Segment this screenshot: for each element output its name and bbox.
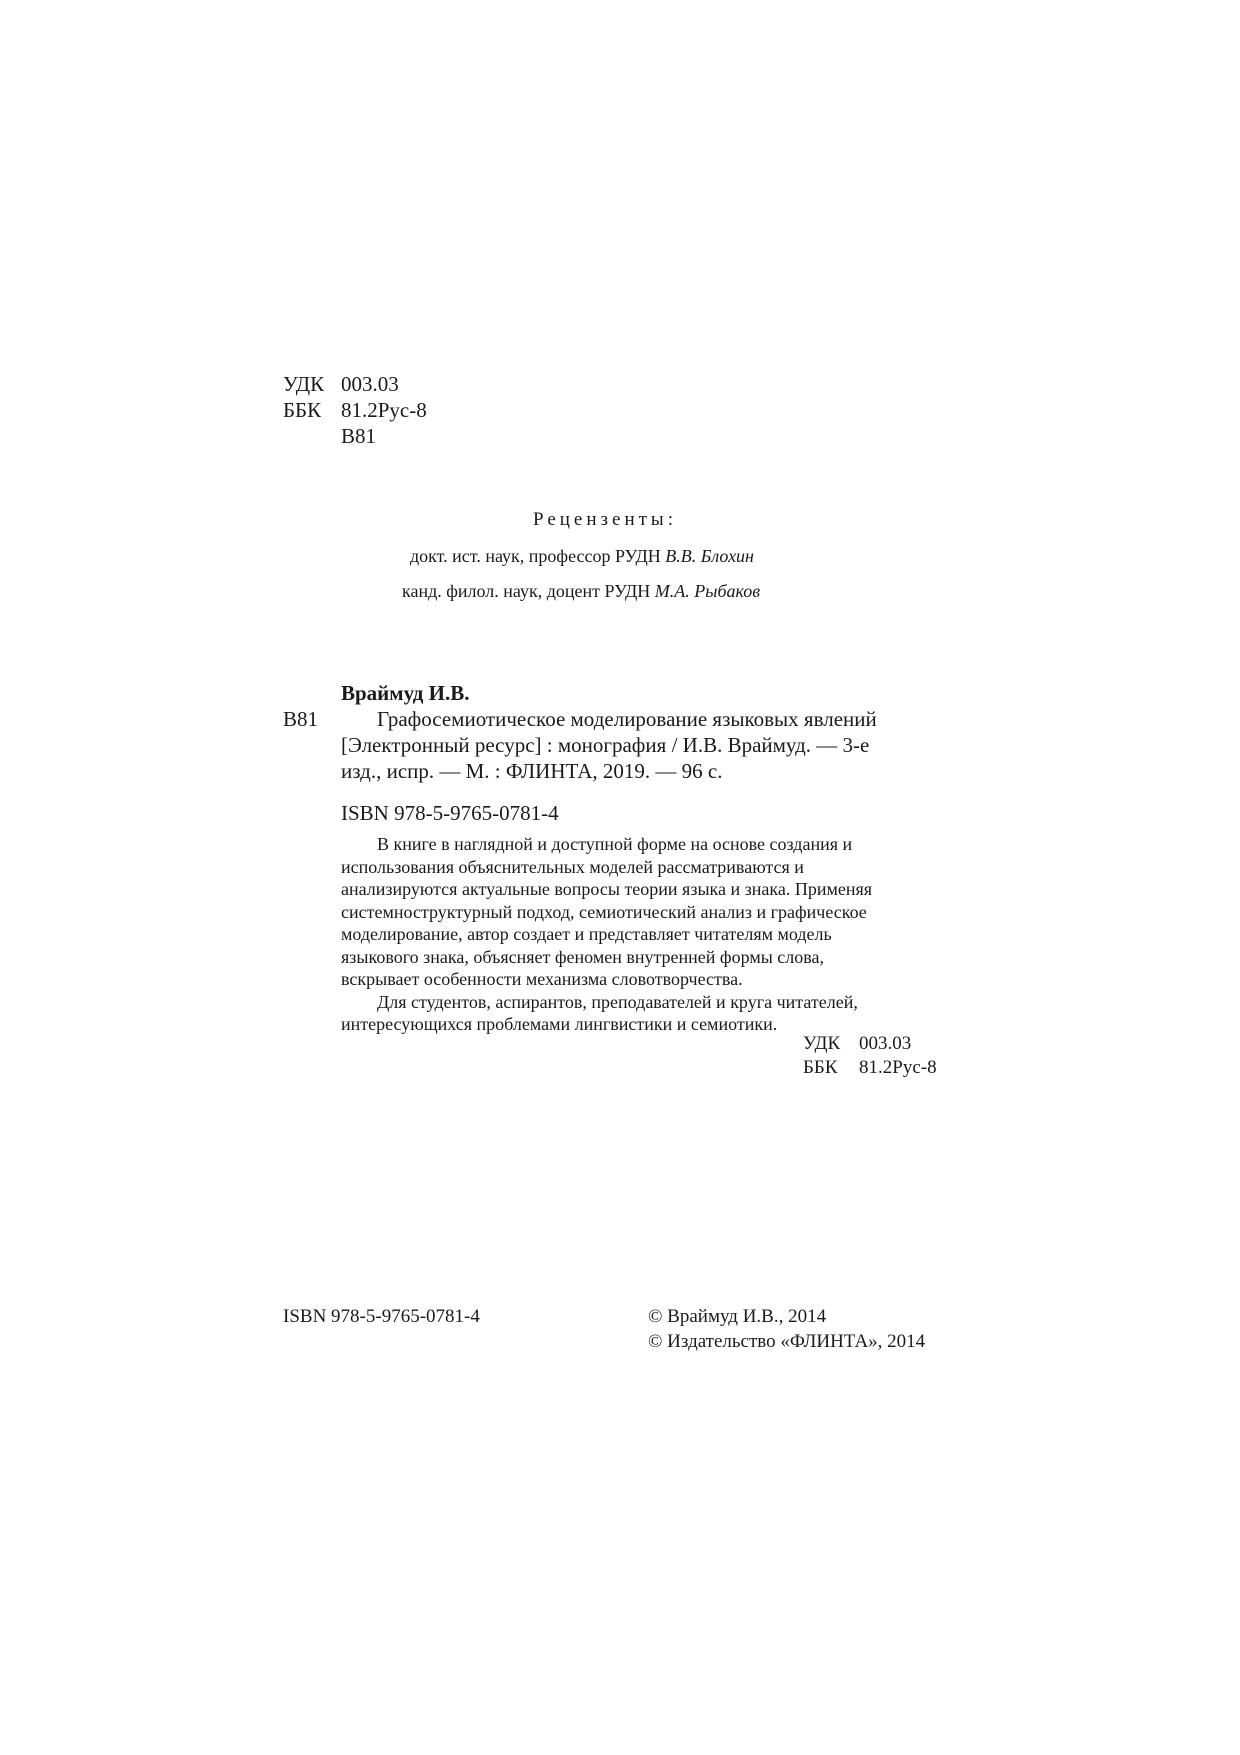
copyright-author: © Враймуд И.В., 2014 xyxy=(648,1306,827,1327)
abstract-line: вскрывает особенности механизма словотворчества. xyxy=(341,969,743,989)
abstract-line: языкового знака, объясняет феномен внутренней формы слова, xyxy=(341,946,825,967)
author-mark-entry: В81 xyxy=(283,707,319,731)
udk-line-top xyxy=(283,371,399,397)
bbk-label-bottom: ББК xyxy=(803,1057,838,1078)
isbn-entry: ISBN 978-5-9765-0781-4 xyxy=(341,801,559,825)
book-title-line-3: изд., испр. — М. : ФЛИНТА, 2019. — 96 с. xyxy=(341,759,723,783)
reviewer-2 xyxy=(402,580,760,603)
audience-line: интересующихся проблемами лингвистики и семиотики. xyxy=(341,1014,778,1034)
abstract-line: В книге в наглядной и доступной форме на основе создания и xyxy=(377,834,853,854)
udk-value: 003.03 xyxy=(341,372,399,396)
abstract-line: системноструктурный подход, семиотический анализ и графическое xyxy=(341,901,867,922)
bbk-label: ББК xyxy=(283,398,322,422)
bbk-value-bottom: 81.2Рус-8 xyxy=(859,1057,937,1078)
bbk-value: 81.2Рус-8 xyxy=(341,398,427,422)
reviewer-1 xyxy=(410,545,754,568)
copyright-publisher: © Издательство «ФЛИНТА», 2014 xyxy=(648,1331,926,1352)
audience-line: Для студентов, аспирантов, преподавателей и круга читателей, xyxy=(377,991,858,1012)
reviewer-1-prefix: докт. ист. наук, профессор РУДН xyxy=(410,546,661,566)
udk-label-bottom: УДК xyxy=(803,1033,841,1054)
book-title-line-1: Графосемиотическое моделирование языковых явлений xyxy=(377,707,877,731)
udk-value-bottom: 003.03 xyxy=(859,1033,912,1054)
bbk-line-top xyxy=(283,397,427,423)
abstract-line: использования объяснительных моделей рассматриваются и xyxy=(341,856,804,877)
abstract xyxy=(341,833,872,1036)
bbk-line-bottom xyxy=(803,1056,937,1080)
udk-label: УДК xyxy=(283,372,325,396)
abstract-line: анализируются актуальные вопросы теории языка и знака. Применяя xyxy=(341,879,873,899)
author-mark-top: В81 xyxy=(341,424,377,448)
reviewer-2-name: М.А. Рыбаков xyxy=(654,581,761,601)
book-author: Враймуд И.В. xyxy=(341,681,470,705)
reviewers-heading: Рецензенты: xyxy=(533,509,677,530)
reviewer-1-name: В.В. Блохин xyxy=(665,546,754,566)
footer-isbn: ISBN 978-5-9765-0781-4 xyxy=(283,1306,480,1327)
abstract-line: моделирование, автор создает и представляет читателям модель xyxy=(341,924,832,944)
book-title-line-2: [Электронный ресурс] : монография / И.В. Враймуд. — 3-е xyxy=(341,733,870,757)
reviewer-2-prefix: канд. филол. наук, доцент РУДН xyxy=(402,581,651,601)
udk-line-bottom xyxy=(803,1032,911,1056)
